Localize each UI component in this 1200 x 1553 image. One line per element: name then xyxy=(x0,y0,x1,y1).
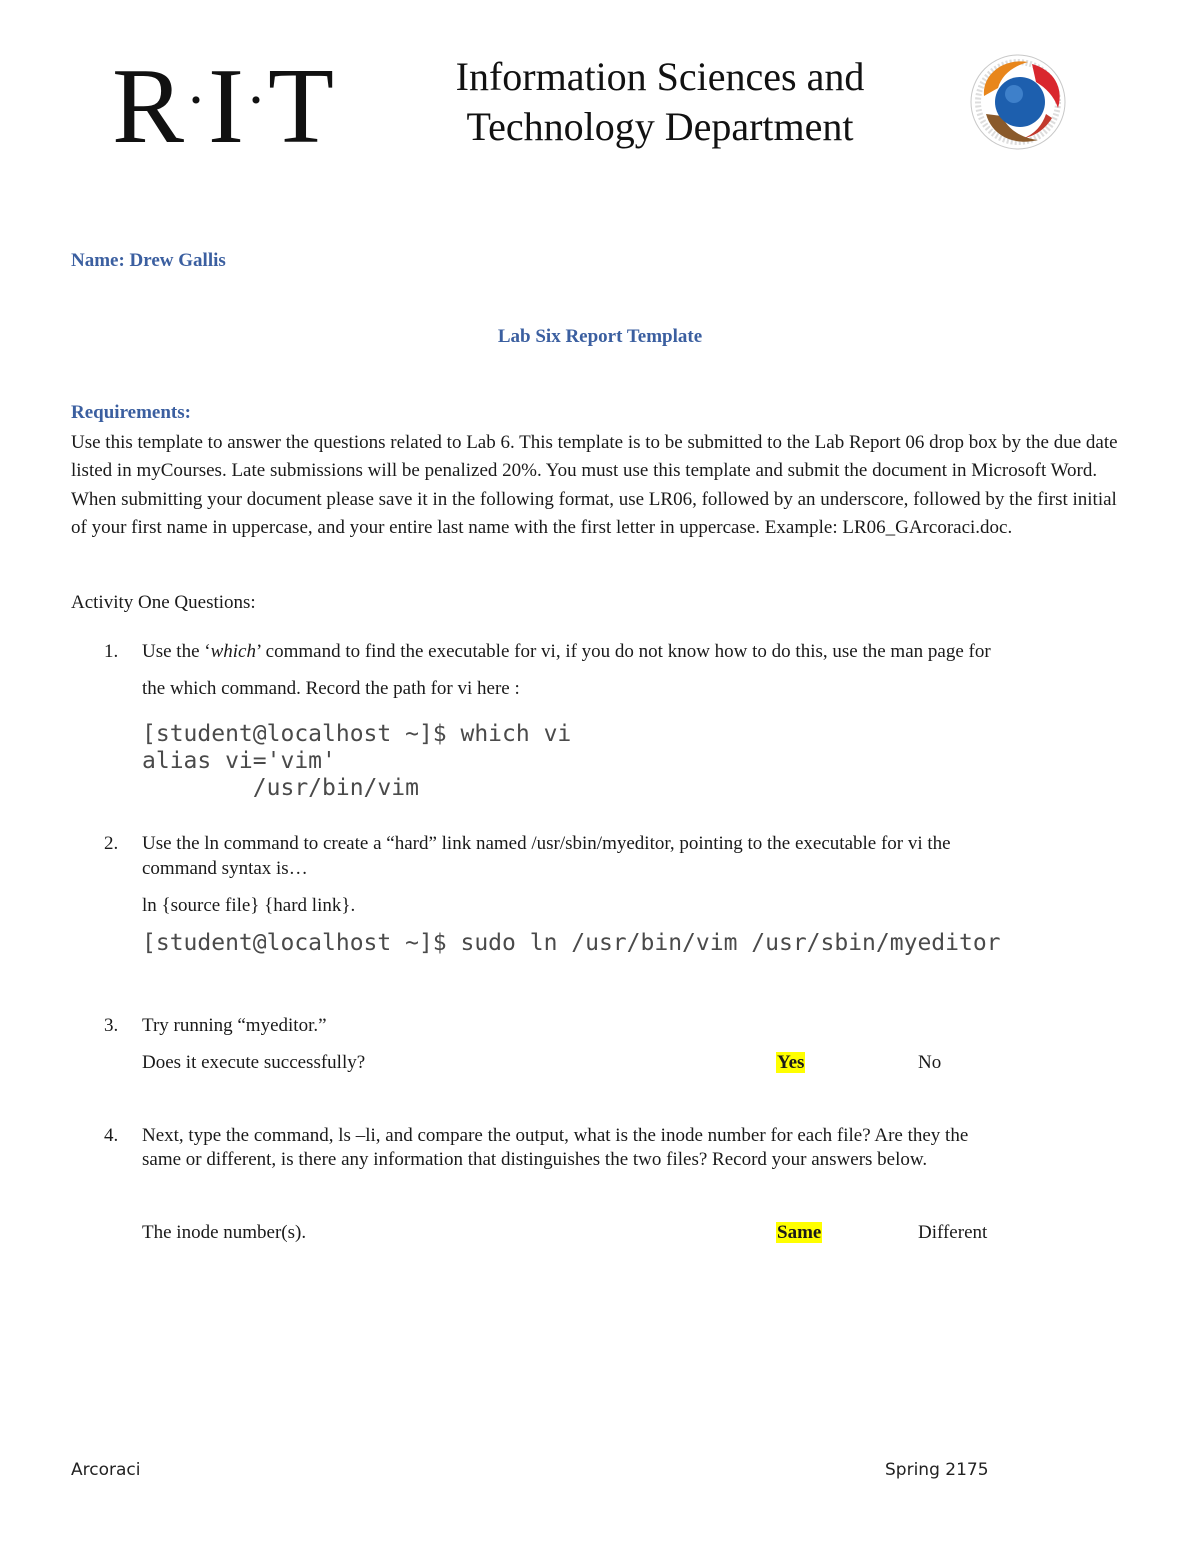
requirements-heading: Requirements: xyxy=(71,402,191,423)
answer-highlight: Yes xyxy=(777,1052,805,1073)
question-1-text-part: ’ command to find the executable for vi, if you do not know how to do this, use the man page for xyxy=(255,641,991,662)
department-seal-icon xyxy=(962,52,1074,152)
question-4-answer-selected xyxy=(776,1222,822,1244)
question-3-answer-selected xyxy=(776,1052,805,1074)
question-2-text: Use the ln command to create a “hard” link named /usr/sbin/myeditor, pointing to the executable for vi the xyxy=(142,833,951,854)
question-2-text-line-2: command syntax is… xyxy=(142,858,308,879)
question-1-number: 1. xyxy=(104,641,119,662)
code-line: alias vi='vim' xyxy=(142,748,336,774)
footer-author: Arcoraci xyxy=(71,1460,141,1480)
footer-term: Spring 2175 xyxy=(885,1460,989,1480)
logo-letter-i: I xyxy=(208,47,244,166)
answer-highlight: Same xyxy=(777,1222,822,1243)
question-3-number: 3. xyxy=(104,1015,119,1036)
question-4-text: Next, type the command, ls –li, and compare the output, what is the inode number for each file? Are they the xyxy=(142,1125,969,1146)
rit-logo xyxy=(112,40,387,166)
requirements-body: Use this template to answer the questions related to Lab 6. This template is to be submitted to the Lab Report 06 drop box by the due date listed in myCourses. Late submissions will be penalized 20%. You must use this template and submit the document in Microsoft Word. When submitting your document please save it in the following format, use LR06, followed by an underscore, followed by the first initial of your first name in uppercase, and your entire last name with the first letter in uppercase. Example: LR06_GArcoraci.doc. xyxy=(71,432,1118,539)
question-1-command-emphasis: which xyxy=(210,641,256,662)
question-2-syntax: ln {source file} {hard link}. xyxy=(142,895,356,916)
logo-dot: · xyxy=(246,67,266,133)
department-title xyxy=(420,52,900,152)
question-4-prompt: The inode number(s). xyxy=(142,1222,307,1243)
question-2-code: [student@localhost ~]$ sudo ln /usr/bin/vim /usr/sbin/myeditor xyxy=(142,930,1001,956)
code-line: /usr/bin/vim xyxy=(142,775,419,801)
question-4-number: 4. xyxy=(104,1125,119,1146)
department-line-1: Information Sciences and xyxy=(455,54,865,99)
logo-dot: · xyxy=(186,67,207,133)
question-1-text xyxy=(142,641,1122,663)
question-3-prompt: Does it execute successfully? xyxy=(142,1052,366,1073)
question-2-number: 2. xyxy=(104,833,119,854)
question-3-answer-other: No xyxy=(918,1052,942,1073)
code-line: [student@localhost ~]$ which vi xyxy=(142,721,572,747)
question-4-answer-other: Different xyxy=(918,1222,988,1243)
question-4-text-line-2: same or different, is there any information that distinguishes the two files? Record your answers below. xyxy=(142,1149,928,1170)
logo-letter-t: T xyxy=(267,47,334,166)
question-1-text-part: Use the ‘ xyxy=(142,641,211,662)
logo-letter-r: R xyxy=(112,47,185,166)
question-1-code-block xyxy=(142,721,571,802)
activity-heading: Activity One Questions: xyxy=(71,592,256,613)
question-3-text: Try running “myeditor.” xyxy=(142,1015,327,1036)
question-1-text-line-2: the which command. Record the path for vi here : xyxy=(142,678,520,699)
page-title: Lab Six Report Template xyxy=(497,326,703,347)
department-line-2: Technology Department xyxy=(466,104,854,149)
student-name: Name: Drew Gallis xyxy=(71,250,226,271)
